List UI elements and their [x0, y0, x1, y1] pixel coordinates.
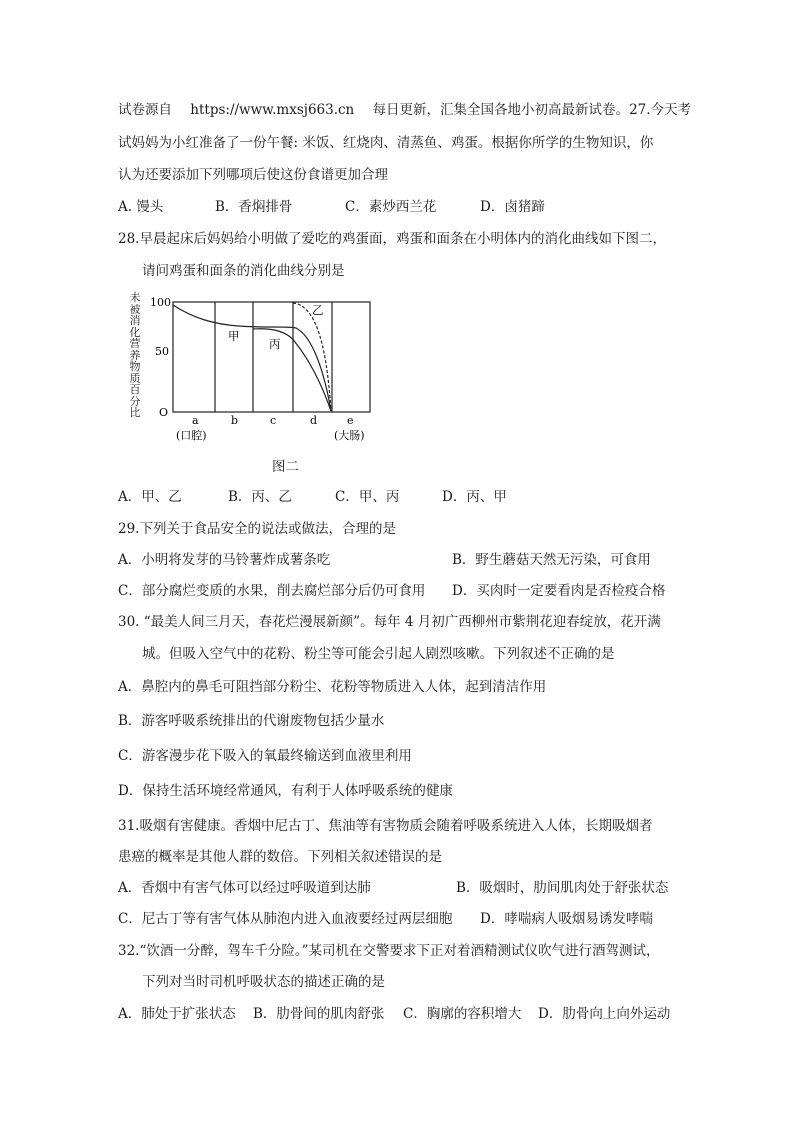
q32-line-2: 下列对当时司机呼吸状态的描述正确的是	[142, 974, 385, 990]
ytick-100: 100	[150, 296, 171, 309]
q30-option-a: A．鼻腔内的鼻毛可阻挡部分粉尘、花粉等物质进入人体，起到清洁作用	[118, 679, 547, 695]
y-label-char: 分	[129, 394, 141, 408]
y-label-char: 养	[129, 348, 141, 362]
q27-option-c: C．素炒西兰花	[345, 199, 437, 215]
q29-option-d: D．买肉时一定要看肉是否检疫合格	[452, 583, 666, 599]
q28-option-c: C．甲、丙	[335, 489, 400, 505]
header-line	[118, 101, 691, 119]
q31-option-b: B．吸烟时，肋间肌肉处于舒张状态	[456, 880, 669, 896]
q32-option-c: C．胸廓的容积增大	[403, 1006, 522, 1022]
q30-option-d: D．保持生活环境经常通风，有利于人体呼吸系统的健康	[118, 783, 453, 799]
label-bing: 丙	[269, 337, 281, 351]
q28-line-2: 请问鸡蛋和面条的消化曲线分别是	[142, 263, 345, 279]
source-suffix: 每日更新，汇集全国各地小初高最新试卷。	[372, 102, 630, 118]
q27-line-3: 认为还要添加下列哪项后使这份食谱更加合理	[118, 167, 388, 183]
ytick-0: O	[159, 406, 169, 419]
q28-line-1: 28.早晨起床后妈妈给小明做了爱吃的鸡蛋面，鸡蛋和面条在小明体内的消化曲线如下图二，	[118, 231, 666, 247]
label-yi: 乙	[312, 303, 324, 317]
q28-option-d: D．丙、甲	[442, 489, 507, 505]
q30-option-b: B．游客呼吸系统排出的代谢废物包括少量水	[118, 713, 385, 729]
y-label-char: 未	[129, 291, 141, 304]
curve-jia	[173, 305, 331, 411]
q27-line-1: 27.今天考	[629, 102, 692, 118]
q31-option-c: C．尼古丁等有害气体从肺泡内进入血液要经过两层细胞	[118, 911, 453, 927]
q27-option-a: A. 馒头	[118, 199, 164, 215]
y-label-char: 质	[129, 371, 141, 385]
q30-line-1: 30. “最美人间三月天，春花烂漫展新颜”。每年 4 月初广西柳州市紫荆花迎春绽放，花开满	[118, 614, 661, 630]
y-label-char: 消	[129, 314, 141, 327]
source-url[interactable]: https://www.mxsj663.cn	[190, 102, 355, 118]
label-jia: 甲	[228, 329, 240, 343]
q31-line-1: 31.吸烟有害健康。香烟中尼古丁、焦油等有害物质会随着呼吸系统进入人体，长期吸烟者	[118, 818, 653, 834]
q29-option-c: C．部分腐烂变质的水果，削去腐烂部分后仍可食用	[118, 583, 426, 599]
y-label-char: 营	[129, 337, 141, 350]
q31-option-d: D．哮喘病人吸烟易诱发哮喘	[480, 911, 653, 927]
q29-option-a: A．小明将发芽的马铃薯炸成薯条吃	[118, 552, 331, 568]
section-a: a	[192, 414, 199, 427]
q30-option-c: C．游客漫步花下吸入的氧最终输送到血液里利用	[118, 748, 412, 764]
y-label-char: 百	[129, 383, 141, 396]
q28-option-a: A．甲、乙	[118, 489, 182, 505]
section-c: c	[270, 414, 277, 427]
q32-option-d: D．肋骨向上向外运动	[538, 1006, 671, 1022]
y-label-char: 被	[129, 302, 141, 316]
y-label-char: 化	[129, 325, 141, 339]
y-label-char: 比	[129, 406, 141, 419]
q27-line-2: 试妈妈为小红准备了一份午餐: 米饭、红烧肉、清蒸鱼、鸡蛋。根据你所学的生物知识，你	[118, 135, 654, 151]
section-b: b	[231, 414, 239, 427]
section-d: d	[310, 414, 318, 427]
digestion-figure	[118, 290, 398, 445]
q31-option-a: A．香烟中有害气体可以经过呼吸道到达肺	[118, 880, 371, 896]
q31-line-2: 患癌的概率是其他人群的数倍。下列相关叙述错误的是	[118, 849, 442, 865]
q32-option-b: B．肋骨间的肌肉舒张	[253, 1006, 385, 1022]
q30-line-2: 城。但吸入空气中的花粉、粉尘等可能会引起人剧烈咳嗽。下列叙述不正确的是	[142, 646, 615, 662]
q32-line-1: 32.“饮酒一分醉，驾车千分险。”某司机在交警要求下正对着酒精测试仪吹气进行酒驾测试，	[118, 943, 660, 959]
q29-option-b: B．野生蘑菇天然无污染，可食用	[452, 552, 651, 568]
q32-option-a: A．肺处于扩张状态	[118, 1006, 236, 1022]
note-mouth: (口腔)	[176, 429, 207, 442]
q27-option-d: D．卤猪蹄	[480, 199, 545, 215]
q29-line: 29.下列关于食品安全的说法或做法，合理的是	[118, 521, 396, 537]
q27-option-b: B．香焖排骨	[215, 199, 293, 215]
section-e: e	[347, 414, 354, 427]
q28-option-b: B．丙、乙	[228, 489, 292, 505]
ytick-50: 50	[155, 345, 169, 358]
curve-bing	[253, 329, 331, 411]
y-label-char: 物	[129, 360, 141, 373]
figure-caption: 图二	[272, 459, 299, 475]
note-large-intestine: (大肠)	[334, 429, 365, 442]
source-prefix: 试卷源自	[118, 102, 172, 118]
